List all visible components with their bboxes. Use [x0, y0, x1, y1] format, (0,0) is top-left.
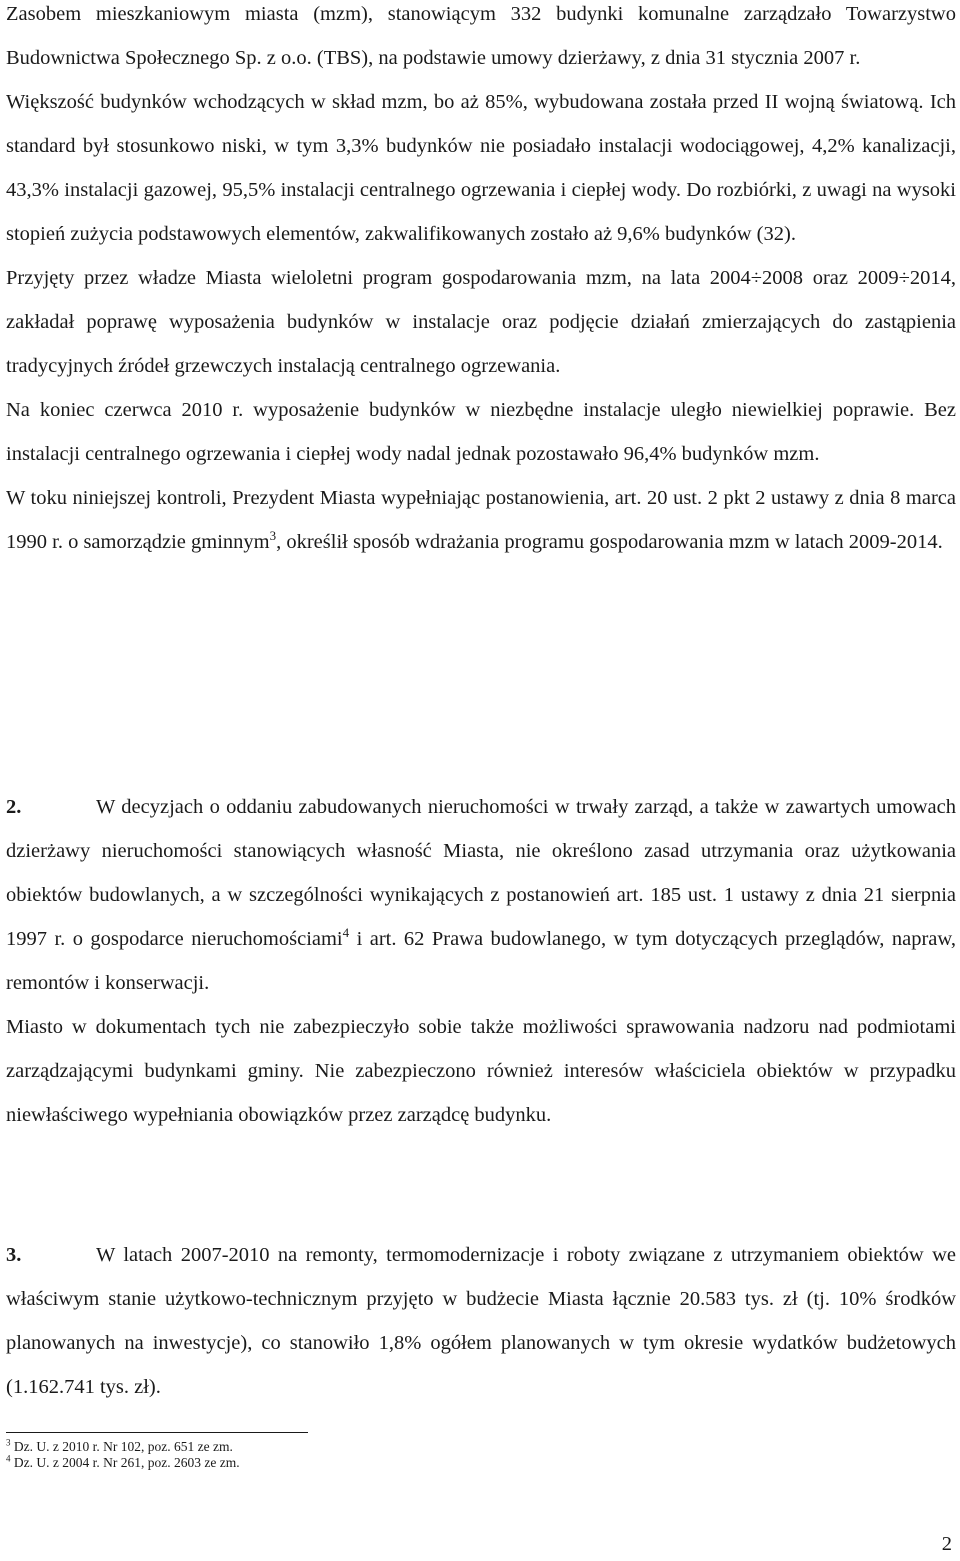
footnote-ref-3: 3: [269, 528, 277, 544]
paragraph-tbs: [6, 0, 956, 564]
section-2: [6, 785, 956, 1137]
footnote-4: [6, 1455, 606, 1471]
paragraph-3: Przyjęty przez władze Miasta wieloletni program gospodarowania mzm, na lata 2004÷2008 oraz 2009÷2014, zakładał poprawę wyposażenia budynków w instalacje oraz podjęcie działań zmierzających do zastąpienia tradycyjnych źródeł grzewczych instalacją centralnego ogrzewania.: [6, 267, 956, 377]
footnotes: [6, 1439, 606, 1471]
paragraph-1: Zasobem mieszkaniowym miasta (mzm), stanowiącym 332 budynki komunalne zarządzało Towarzystwo Budownictwa Społecznego Sp. z o.o. (TBS), na podstawie umowy dzierżawy, z dnia 31 stycznia 2007 r.: [6, 3, 956, 69]
footnote-3-text: Dz. U. z 2010 r. Nr 102, poz. 651 ze zm.: [13, 1439, 233, 1454]
section-2-paragraph: [6, 785, 956, 1005]
section-2-number: 2.: [6, 796, 22, 818]
footnote-4-text: Dz. U. z 2004 r. Nr 261, poz. 2603 ze zm.: [13, 1455, 240, 1470]
footnote-3: [6, 1439, 606, 1455]
paragraph-4: Na koniec czerwca 2010 r. wyposażenie budynków w niezbędne instalacje uległo niewielkiej poprawie. Bez instalacji centralnego ogrzewania i ciepłej wody nadal jednak pozostawało 96,4% budynków mzm.: [6, 399, 956, 465]
paragraph-5-text-b: , określił sposób wdrażania programu gospodarowania mzm w latach 2009-2014.: [276, 531, 943, 553]
footnote-3-number: 3: [6, 1437, 11, 1448]
section-2-text-a: W decyzjach o oddaniu zabudowanych nieruchomości w trwały zarząd, a także w zawartych umowach dzierżawy nieruchomości stanowiących własność Miasta, nie określono zasad utrzymania oraz użytkowania obiektów budowlanych, a w szczególności wynikających z postanowień art. 185 ust. 1 ustawy z dnia 21 sierpnia 1997 r. o gospodarce nieruchomościami: [6, 796, 956, 950]
footnote-ref-4: 4: [342, 925, 350, 941]
section-2-text-b: i art. 62 Prawa budowlanego, w tym dotyczących przeglądów, napraw, remontów i konserwacji.: [6, 928, 957, 994]
section-3-number: 3.: [6, 1244, 22, 1266]
footnote-separator: [6, 1432, 308, 1433]
paragraph-5-text-a: W toku niniejszej kontroli, Prezydent Miasta wypełniając postanowienia, art. 20 ust. 2 pkt 2 ustawy z dnia 8 marca 1990 r. o samorządzie gminnym: [6, 487, 956, 553]
section-3-text: W latach 2007-2010 na remonty, termomodernizacje i roboty związane z utrzymaniem obiektów we właściwym stanie użytkowo-technicznym przyjęto w budżecie Miasta łącznie 20.583 tys. zł (tj. 10% środków planowanych na inwestycje), co stanowiło 1,8% ogółem planowanych w tym okresie wydatków budżetowych (1.162.741 tys. zł).: [6, 1244, 956, 1398]
page-number: 2: [941, 1533, 952, 1555]
paragraph-2: Większość budynków wchodzących w skład mzm, bo aż 85%, wybudowana została przed II wojną światową. Ich standard był stosunkowo niski, w tym 3,3% budynków nie posiadało instalacji wodociągowej, 4,2% kanalizacji, 43,3% instalacji gazowej, 95,5% instalacji centralnego ogrzewania i ciepłej wody. Do rozbiórki, z uwagi na wysoki stopień zużycia podstawowych elementów, zakwalifikowanych zostało aż 9,6% budynków (32).: [6, 91, 956, 245]
section-3: [6, 1233, 956, 1409]
paragraph-6: Miasto w dokumentach tych nie zabezpieczyło sobie także możliwości sprawowania nadzoru nad podmiotami zarządzającymi budynkami gminy. Nie zabezpieczono również interesów właściciela obiektów w przypadku niewłaściwego wypełniania obowiązków przez zarządcę budynku.: [6, 1016, 956, 1126]
section-3-paragraph: [6, 1233, 956, 1409]
footnote-4-number: 4: [6, 1453, 11, 1464]
paragraph-5: [6, 476, 956, 564]
